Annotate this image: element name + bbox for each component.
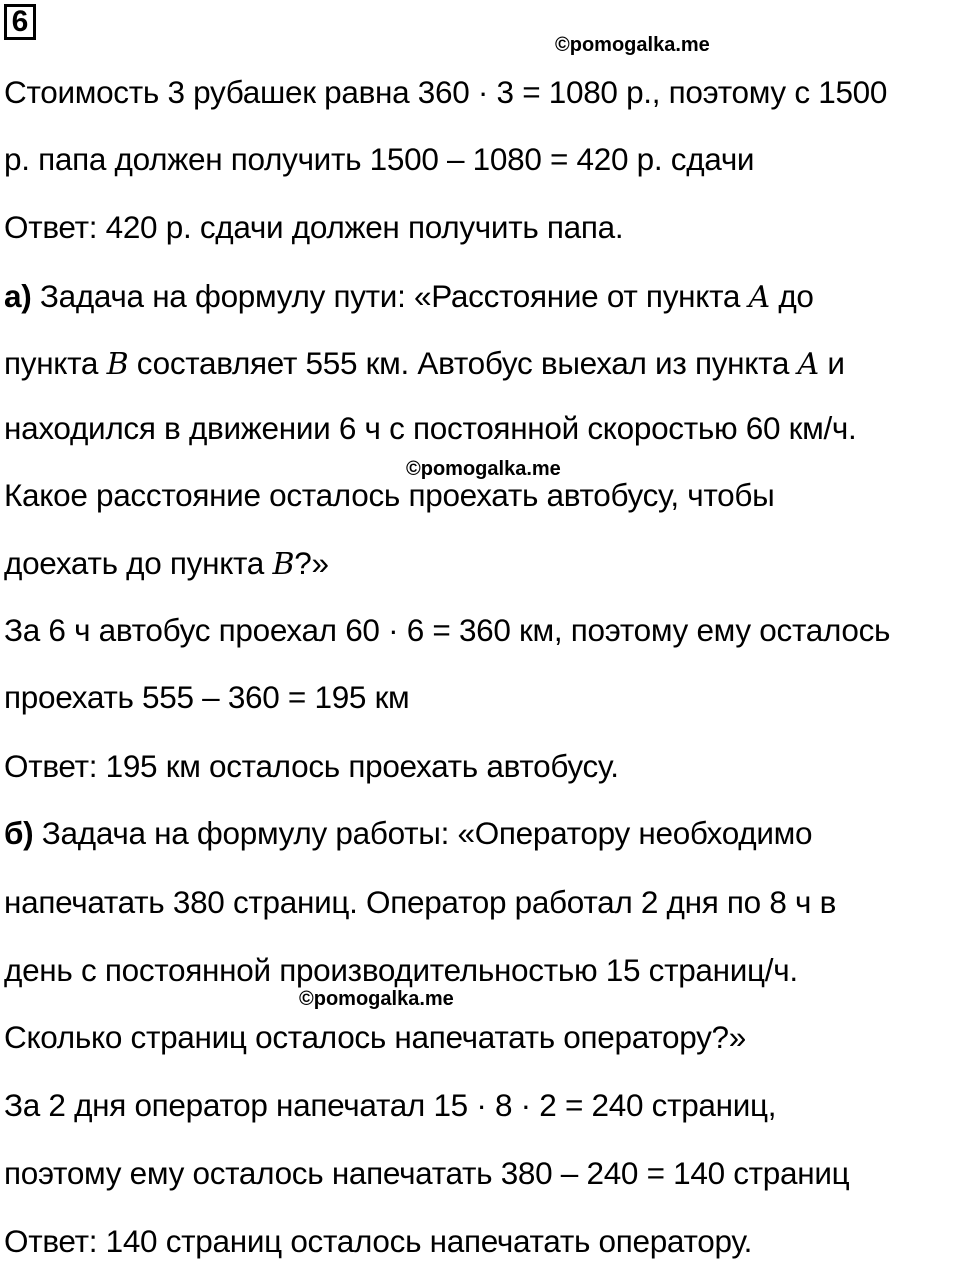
- part-a-line-2-start: пункта: [4, 345, 107, 381]
- text-line-1: Стоимость 3 рубашек равна 360 · 3 = 1080 р., поэтому с 1500: [4, 74, 888, 110]
- point-a-var-2: A: [797, 347, 819, 382]
- part-a-line-3: находился в движении 6 ч с постоянной скоростью 60 км/ч.: [4, 410, 857, 446]
- part-a-line-7: проехать 555 – 360 = 195 км: [4, 679, 410, 715]
- part-b-marker: б): [4, 815, 34, 851]
- point-b-var: B: [106, 347, 129, 382]
- part-b-line-5: За 2 дня оператор напечатал 15 · 8 · 2 = 240 страниц,: [4, 1087, 777, 1123]
- watermark-middle: ©pomogalka.me: [406, 458, 561, 480]
- part-a-line-5: [4, 543, 329, 585]
- part-a-line-1-end: до: [769, 278, 814, 314]
- text-line-2: р. папа должен получить 1500 – 1080 = 420 р. сдачи: [4, 141, 755, 177]
- part-b-line-1-text: Задача на формулу работы: «Оператору необходимо: [33, 815, 813, 851]
- part-a-line-5-start: доехать до пункта: [4, 545, 273, 581]
- part-b-answer: Ответ: 140 страниц осталось напечатать оператору.: [4, 1223, 753, 1259]
- part-a-line-5-end: ?»: [294, 545, 329, 581]
- part-b-line-1: [4, 813, 812, 853]
- part-b-line-4: Сколько страниц осталось напечатать оператору?»: [4, 1019, 746, 1055]
- part-a-line-4: Какое расстояние осталось проехать автобусу, чтобы: [4, 477, 775, 513]
- watermark-top: ©pomogalka.me: [555, 34, 710, 56]
- part-a-line-1-text: Задача на формулу пути: «Расстояние от пункта: [31, 278, 749, 314]
- part-b-line-6: поэтому ему осталось напечатать 380 – 240 = 140 страниц: [4, 1155, 850, 1191]
- watermark-bottom: ©pomogalka.me: [299, 988, 454, 1010]
- part-a-line-2-end: и: [818, 345, 845, 381]
- part-a-line-1: [4, 276, 814, 318]
- answer-line-1: Ответ: 420 р. сдачи должен получить папа.: [4, 209, 624, 245]
- part-a-answer: Ответ: 195 км осталось проехать автобусу.: [4, 748, 619, 784]
- part-b-line-3: день с постоянной производительностью 15 страниц/ч.: [4, 952, 798, 988]
- point-b-var-2: B: [272, 547, 295, 582]
- part-b-line-2: напечатать 380 страниц. Оператор работал 2 дня по 8 ч в: [4, 884, 837, 920]
- part-a-line-2-mid: составляет 555 км. Автобус выехал из пункта: [128, 345, 798, 381]
- task-number-box: 6: [4, 4, 36, 40]
- part-a-line-6: За 6 ч автобус проехал 60 · 6 = 360 км, поэтому ему осталось: [4, 612, 891, 648]
- part-a-line-2: [4, 343, 845, 385]
- point-a-var: A: [748, 280, 770, 315]
- part-a-marker: а): [4, 278, 32, 314]
